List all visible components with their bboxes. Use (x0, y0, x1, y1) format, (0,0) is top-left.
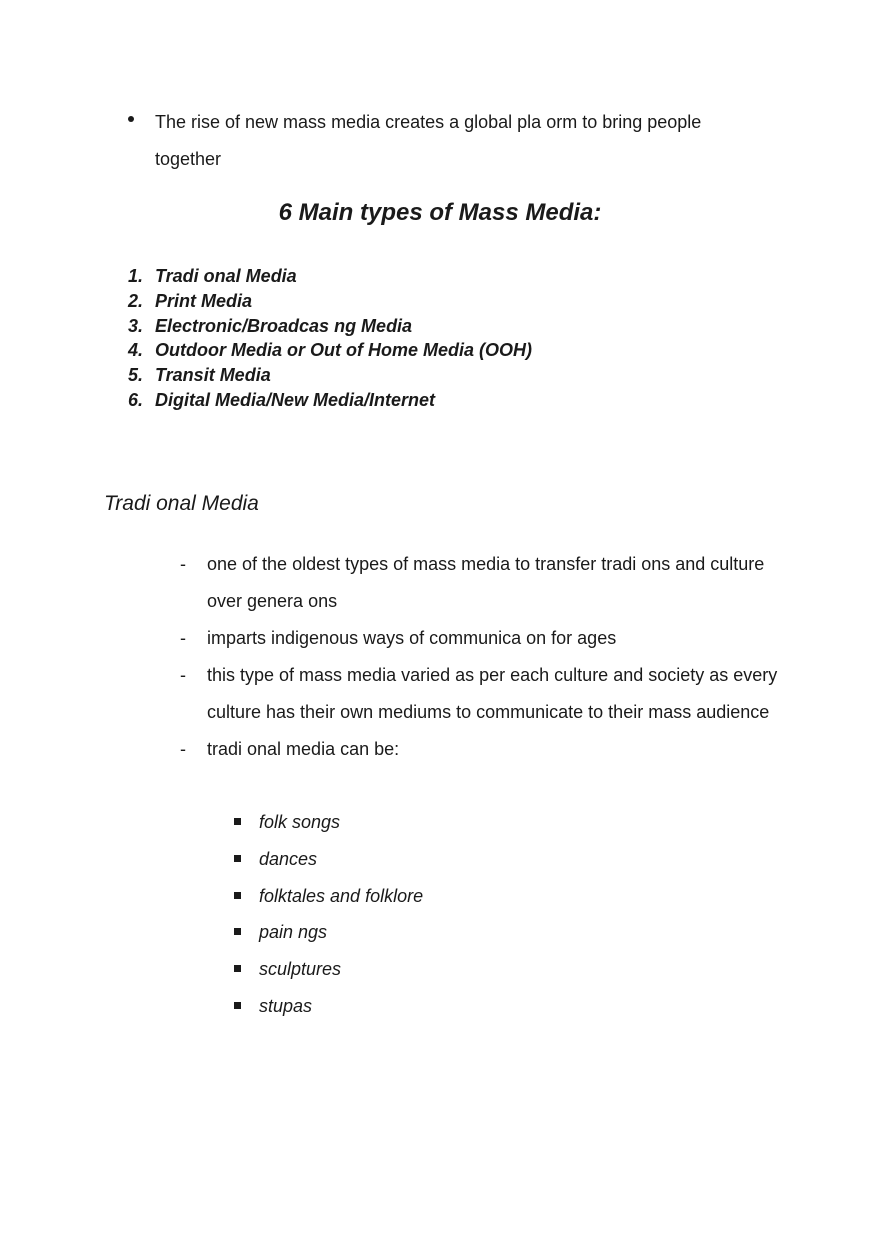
dash-marker: - (180, 739, 186, 759)
example-item: folktales and folklore (234, 878, 423, 915)
dash-list-item: - tradi onal media can be: (180, 731, 780, 768)
example-item: folk songs (234, 804, 423, 841)
traditional-media-examples (234, 804, 423, 1025)
media-types-list (128, 264, 532, 413)
media-type-item: 2. Print Media (128, 290, 253, 311)
square-bullet-icon (234, 818, 241, 825)
example-item: pain ngs (234, 914, 423, 951)
square-bullet-icon (234, 965, 241, 972)
bullet-dot (128, 116, 134, 122)
traditional-media-points (180, 546, 780, 768)
example-item: sculptures (234, 951, 423, 988)
example-item: stupas (234, 988, 423, 1025)
dash-marker: - (180, 665, 186, 685)
dash-marker: - (180, 628, 186, 648)
media-type-item: 6. Digital Media/New Media/Internet (128, 389, 436, 410)
square-bullet-icon (234, 892, 241, 899)
main-heading: 6 Main types of Mass Media: (278, 199, 602, 226)
dash-list-item: - this type of mass media varied as per each culture and society as every culture has their own mediums to communicate to their mass audience (180, 657, 780, 731)
example-item: dances (234, 841, 423, 878)
media-type-item: 3. Electronic/Broadcas ng Media (128, 315, 413, 336)
intro-bullet (128, 104, 768, 178)
media-type-item: 4. Outdoor Media or Out of Home Media (OOH) (128, 340, 532, 361)
square-bullet-icon (234, 928, 241, 935)
media-type-item: 5. Transit Media (128, 365, 271, 386)
square-bullet-icon (234, 1002, 241, 1009)
section-heading: Tradi onal Media (104, 492, 259, 515)
dash-list-item: - imparts indigenous ways of communica on for ages (180, 620, 780, 657)
square-bullet-icon (234, 855, 241, 862)
dash-marker: - (180, 554, 186, 574)
media-type-item: 1. Tradi onal Media (128, 266, 297, 286)
intro-bullet-text: The rise of new mass media creates a global pla orm to bring people together (155, 112, 702, 169)
dash-list-item: - one of the oldest types of mass media to transfer tradi ons and culture over genera ons (180, 546, 780, 620)
